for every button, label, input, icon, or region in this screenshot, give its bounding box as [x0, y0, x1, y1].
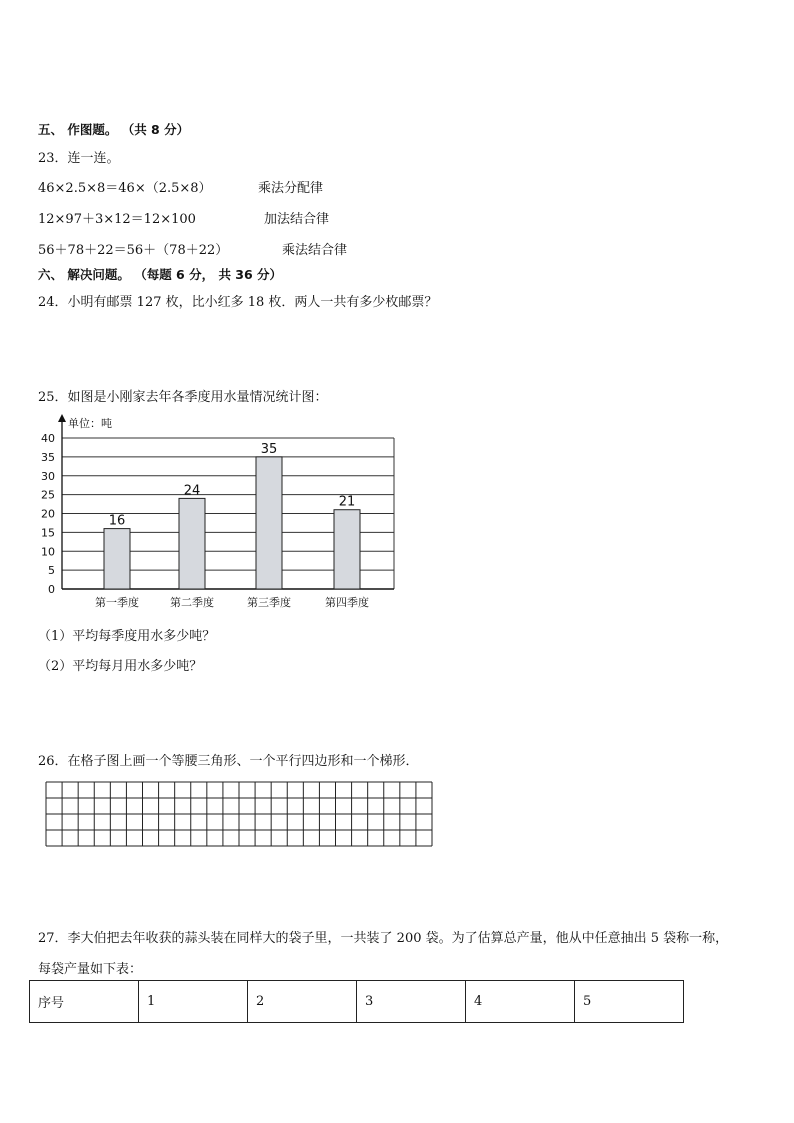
question-27-line-2: 每袋产量如下表： [38, 962, 143, 977]
y-tick-label: 20 [41, 507, 55, 521]
question-23-prompt: 23．连一连。 [38, 151, 120, 166]
bar-data-label: 21 [338, 494, 356, 510]
drawing-grid[interactable] [45, 781, 433, 851]
bar [334, 510, 360, 589]
law-1: 乘法分配律 [258, 181, 324, 196]
question-25-sub-1: （1）平均每季度用水多少吨？ [38, 629, 216, 644]
y-tick-label: 25 [41, 488, 55, 502]
y-axis-arrow [58, 414, 66, 422]
law-2: 加法结合律 [264, 212, 330, 227]
table-cell: 5 [575, 981, 684, 1023]
y-tick-label: 35 [41, 450, 55, 464]
y-tick-label: 0 [48, 583, 55, 596]
yield-table [29, 980, 684, 1023]
bar-data-label: 35 [260, 441, 278, 457]
y-tick-label: 40 [41, 432, 55, 445]
y-unit-label: 单位：吨 [68, 417, 112, 430]
y-tick-label: 5 [48, 564, 55, 578]
table-cell: 序号 [30, 981, 139, 1023]
question-24: 24．小明有邮票 127 枚，比小红多 18 枚．两人一共有多少枚邮票？ [38, 295, 438, 310]
x-category-label: 第一季度 [95, 596, 139, 609]
table-cell: 2 [248, 981, 357, 1023]
question-26: 26．在格子图上画一个等腰三角形、一个平行四边形和一个梯形． [38, 754, 419, 769]
y-tick-label: 10 [41, 545, 55, 559]
bar [179, 498, 205, 589]
bar [104, 529, 130, 589]
x-category-label: 第三季度 [247, 596, 291, 609]
law-3: 乘法结合律 [282, 243, 348, 258]
question-27-line-1: 27．李大伯把去年收获的蒜头装在同样大的袋子里，一共装了 200 袋。为了估算总产量，他从中任意抽出 5 袋称一称， [38, 931, 729, 946]
equation-3: 56＋78＋22＝56＋（78＋22） [38, 243, 229, 258]
section-five-heading: 五、 作图题。 （共 8 分） [38, 122, 190, 137]
question-25-sub-2: （2）平均每月用水多少吨？ [38, 659, 203, 674]
bar-data-label: 24 [183, 483, 201, 499]
bar [256, 457, 282, 589]
x-category-label: 第四季度 [325, 596, 369, 609]
equation-2: 12×97＋3×12＝12×100 [38, 212, 196, 227]
x-category-label: 第二季度 [170, 596, 214, 609]
table-cell: 4 [466, 981, 575, 1023]
table-row [30, 981, 684, 1023]
bar-data-label: 16 [108, 513, 126, 529]
y-tick-label: 15 [41, 526, 55, 540]
question-25: 25．如图是小刚家去年各季度用水量情况统计图： [38, 390, 328, 405]
table-cell: 1 [139, 981, 248, 1023]
grid-lines [45, 781, 433, 847]
water-usage-bar-chart [30, 408, 410, 616]
section-six-heading: 六、 解决问题。 （每题 6 分， 共 36 分） [38, 267, 283, 282]
y-tick-label: 30 [41, 469, 55, 483]
equation-1: 46×2.5×8＝46×（2.5×8） [38, 181, 212, 196]
table-cell: 3 [357, 981, 466, 1023]
